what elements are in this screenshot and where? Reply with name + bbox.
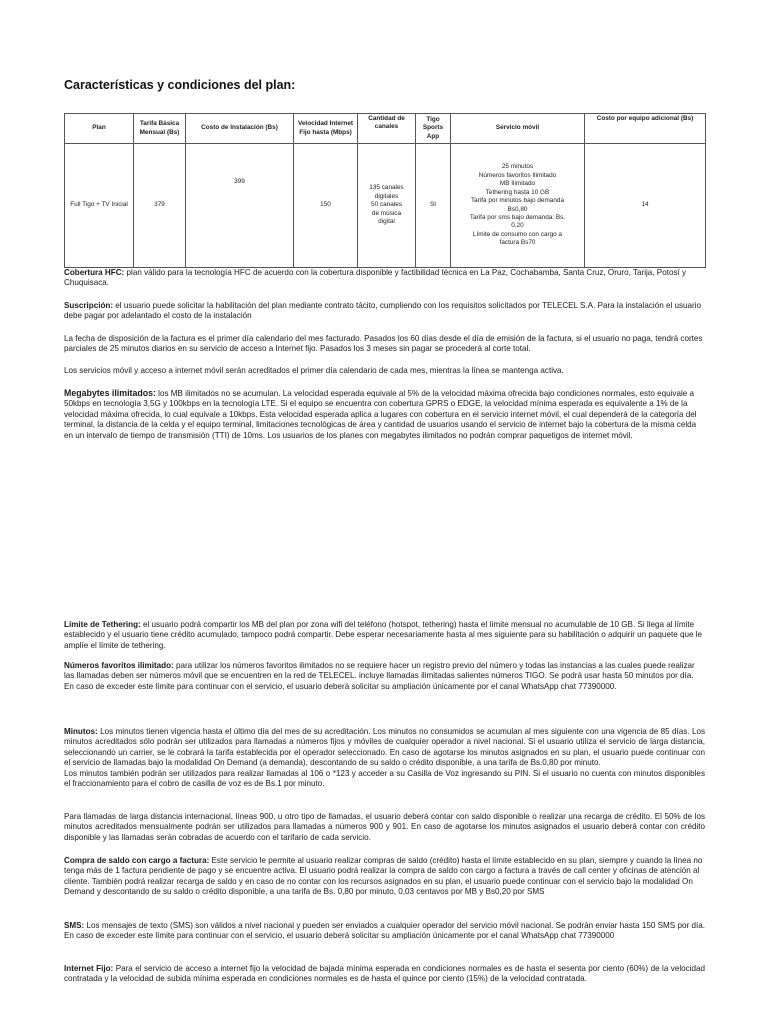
section-favoritos — [64, 661, 705, 692]
movil-line: Tethering hasta 10 GB — [485, 188, 550, 196]
section-label: Megabytes ilimitados: — [64, 388, 156, 398]
section-text: los MB ilimitados no se acumulan. La velocidad esperada equivale al 5% de la velocidad máxima ofrecida bajo condiciones normales, esto equivale a 50kbps en tecnología 3,5G y 100kbps en la tecnología LTE. Si el equipo se encuentra con cobertura GPRS o EDGE, la velocidad mínima esperada es equivalente a 1% de la velocidad máxima ofrecida, lo cual equivale a 10kbps. Esta velocidad esperada aplica a lugares con cobertura en el servicio internet móvil, el cual dependerá de la categoría del terminal, la distancia de la celda y el equipo terminal, limitaciones tecnológicas de área y cantidad de usuarios usando el servicio de internet bajo la cobertura de la misma celda en un intervalo de tiempo de transmisión (TTI) de 10ms. Los usuarios de los planes con megabytes ilimitados no podrán comprar paquetigos de internet móvil. — [64, 389, 697, 440]
section-text: Para el servicio de acceso a internet fijo la velocidad de bajada mínima esperada en condiciones normales es de hasta el sesenta por ciento (60%) de la velocidad contratada y la velocidad de subida mínima esperada en condiciones normales es de hasta el quince por ciento (15%) de la velocidad contratada. — [64, 964, 706, 984]
section-label: Minutos: — [64, 727, 98, 736]
section-text: Los servicios móvil y acceso a internet móvil serán acreditados el primer día calendario de cada mes, mientras la línea se mantenga activa. — [64, 366, 564, 375]
header-tarifa: Tarifa Básica Mensual (Bs) — [134, 114, 186, 144]
cell-movil — [451, 144, 585, 268]
section-sms — [64, 921, 705, 942]
section-label: SMS: — [64, 921, 85, 930]
section-text: el usuario puede solicitar la habilitación del plan mediante contrato tácito, cumpliendo con los requisitos solicitados por TELECEL S.A. Para la instalación el usuario debe pagar por adelantado el costo de la instalación — [64, 301, 702, 321]
header-equipo: Costo por equipo adicional (Bs) — [585, 114, 706, 144]
section-text: La fecha de disposición de la factura es el primer día calendario del mes facturado. Pasados los 60 días desde el día de emisión de la factura, si el usuario no paga, tendrá cortes parciales de 25 minutos diarios en su servicio de acceso a Internet fijo. Pasados los 3 meses sin pagar se procederá al corte total. — [64, 334, 703, 354]
movil-line: MB Ilimitado — [499, 180, 536, 188]
section-text: Los mensajes de texto (SMS) son válidos a nivel nacional y pueden ser enviados a cualquier operador del servicio móvil nacional. Se podrán enviar hasta 150 SMS por día. En caso de exceder este límite para continuar con el servicio, el usuario deberá solicitar su ampliación únicamente por el canal WhatsApp chat 77390000 — [64, 921, 705, 941]
section-text: Los minutos tienen vigencia hasta el último día del mes de su acreditación. Los minutos no consumidos se acumulan al mes siguiente con una vigencia de 85 días. Los minutos acreditados sólo podrán ser utilizados para llamadas a números fijos y móviles de cualquier operador a nivel nacional. Si el usuario utiliza el servicio de larga distancia, seleccionando un carrier, se le cobrará la tarifa establecida por el operador seleccionado. En caso de agotarse los minutos asignados en su plan, el usuario puede continuar con el servicio de llamadas bajo la modalidad On Demand (a demanda), descontando de su saldo o crédito disponible, a una tarifa de Bs.0,80 por minuto. — [64, 727, 705, 768]
cell-velocidad: 150 — [294, 144, 358, 268]
canales-line: digitales — [374, 192, 399, 200]
section-text: plan válido para la tecnología HFC de acuerdo con la cobertura disponible y factibilidad técnica en La Paz, Cochabamba, Santa Cruz, Oruro, Tarija, Potosí y Chuquisaca. — [64, 268, 687, 288]
canales-line: de música — [371, 209, 402, 217]
header-movil: Servicio móvil — [451, 114, 585, 144]
section-megabytes — [64, 388, 705, 441]
section-suscripcion — [64, 301, 705, 322]
movil-line: Tarifa por minutos bajo demanda — [470, 197, 565, 205]
cell-plan: Full Tigo + TV Inicial — [65, 144, 134, 268]
section-text-2: Los minutos también podrán ser utilizados para realizar llamadas al 106 o *123 y acceder a su Casilla de Voz ingresando su PIN. Si el usuario no cuenta con minutos disponibles el fraccionamiento para el cobro de casilla de voz es de Bs.1 por minuto. — [64, 768, 705, 789]
header-canales: Cantidad de canales — [358, 114, 416, 144]
table-header-row — [65, 114, 706, 144]
section-text: Este servicio le permite al usuario realizar compras de saldo (crédito) hasta el límite establecido en su plan, siempre y cuando la línea no tenga más de 1 factura pendiente de pago y se encuentre activa. El usuario podrá realizar la compra de saldo con cargo a factura a través de call center y oficinas de atención al cliente. También podrá realizar recarga de saldo y en caso de no contar con los recursos asignados en su plan, el usuario puede continuar con el servicio bajo la modalidad On Demand y descontando de su saldo o crédito disponible, a una tarifa de Bs. 0,80 por minuto, 0,03 centavos por MB y Bs0,20 por SMS — [64, 856, 703, 897]
section-tethering — [64, 620, 705, 651]
section-label: Internet Fijo: — [64, 964, 114, 973]
section-compra-saldo — [64, 856, 705, 898]
section-label: Límite de Tethering: — [64, 620, 141, 629]
section-text: para utilizar los números favoritos ilimitados no se requiere hacer un registro previo del número y todas las instancias a las cuales puede realizar las llamadas deben ser números móvil que se encuentren en la red de TELECEL. incluye llamadas ilimitadas salientes números TIGO. Se podrá usar hasta 50 minutos por día. En caso de exceder este límite para continuar con el servicio, el usuario deberá solicitar su ampliación únicamente por el canal WhatsApp chat 77390000. — [64, 661, 695, 691]
section-cobertura — [64, 268, 705, 289]
cell-equipo: 14 — [585, 144, 706, 268]
section-text: el usuario podrá compartir los MB del plan por zona wifi del teléfono (hotspot, tethering) hasta el límite mensual no acumulable de 10 GB. Si llega al límite establecido y el usuario tiene crédito acumulado, tampoco podrá compartir. Debe esperar necesariamente hasta al mes siguiente para su habilitación o adquirir un paquete que le amplíe el límite de tethering. — [64, 620, 702, 650]
section-facturacion — [64, 334, 705, 355]
table-row — [65, 144, 706, 268]
header-instalacion: Costo de Instalación (Bs) — [186, 114, 294, 144]
section-label: Cobertura HFC: — [64, 268, 125, 277]
section-label: Compra de saldo con cargo a factura: — [64, 856, 210, 865]
movil-line: 25 minutos — [501, 163, 534, 171]
cell-sports: SI — [416, 144, 451, 268]
canales-line: digital — [378, 218, 395, 226]
section-minutos — [64, 727, 705, 789]
movil-line: factura Bs70 — [499, 239, 536, 247]
canales-line: 135 canales — [369, 184, 404, 192]
header-plan: Plan — [65, 114, 134, 144]
section-larga-distancia — [64, 812, 705, 843]
movil-line: Números favoritos Ilimitado — [478, 171, 557, 179]
canales-line: 50 canales — [371, 201, 402, 209]
cell-tarifa: 379 — [134, 144, 186, 268]
section-text: Para llamadas de larga distancia internacional, líneas 900, u otro tipo de llamadas, el usuario deberá contar con saldo disponible o realizar una recarga de crédito. El 50% de los minutos acreditados mensualmente podrán ser utilizados para llamadas a números 900 y 901. En caso de agotarse los minutos asignados el usuario deberá contar con crédito disponible y las llamadas serán cobradas de acuerdo con el tarifario de cada servicio. — [64, 812, 705, 842]
movil-line: Bs0,80 — [507, 205, 528, 213]
page-title: Características y condiciones del plan: — [64, 78, 296, 92]
header-sports: Tigo Sports App — [416, 114, 451, 144]
plan-table — [64, 113, 706, 268]
section-servicios — [64, 366, 705, 376]
section-label: Suscripción: — [64, 301, 114, 310]
section-internet-fijo — [64, 964, 705, 985]
movil-line: Tarifa por sms bajo demanda: Bs. — [469, 213, 566, 221]
cell-canales — [358, 144, 416, 268]
section-label: Números favoritos ilimitado: — [64, 661, 174, 670]
cell-instalacion: 399 — [186, 144, 294, 268]
header-velocidad: Velocidad Internet Fijo hasta (Mbps) — [294, 114, 358, 144]
movil-line: 0,20 — [511, 222, 524, 230]
movil-line: Límite de consumo con cargo a — [472, 230, 563, 238]
